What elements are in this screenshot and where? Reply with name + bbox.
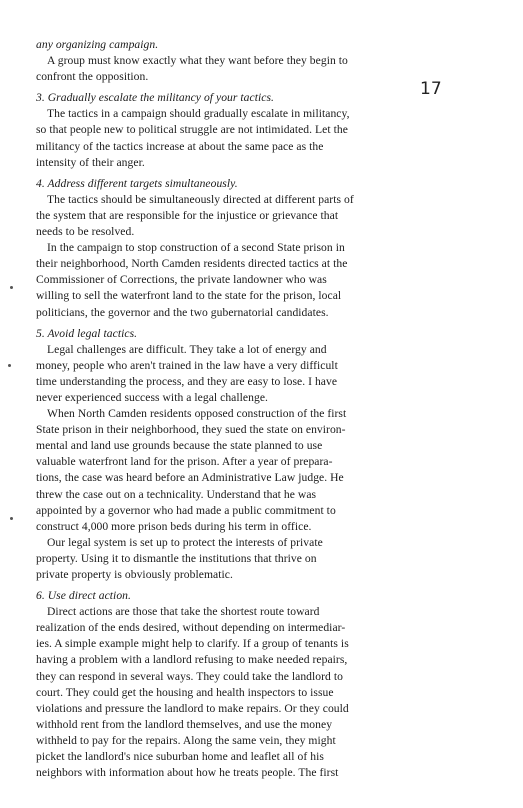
- text-line: Legal challenges are difficult. They take a lot of energy and: [47, 342, 327, 356]
- text-line: militancy of the tactics increase at about the same pace as the: [36, 139, 324, 153]
- text-line: confront the opposition.: [36, 70, 149, 84]
- text-line: court. They could get the housing and health inspectors to issue: [36, 685, 334, 699]
- text-line: the system that are responsible for the injustice or grievance that: [36, 208, 339, 222]
- text-line: State prison in their neighborhood, they sued the state on environ-: [36, 423, 346, 437]
- section-heading: 5. Avoid legal tactics.: [36, 326, 138, 340]
- handwritten-page-number: 17: [420, 79, 442, 99]
- text-line: The tactics in a campaign should gradually escalate in militancy,: [47, 107, 350, 121]
- text-line: Direct actions are those that take the shortest route toward: [47, 605, 320, 619]
- text-line: withhold rent from the landlord themselves, and use the money: [36, 717, 333, 731]
- text-line: never experienced success with a legal challenge.: [36, 390, 268, 404]
- text-line: private property is obviously problematic.: [36, 568, 233, 581]
- text-line: politicians, the governor and the two gubernatorial candidates.: [36, 305, 329, 319]
- text-line: The tactics should be simultaneously directed at different parts of: [47, 192, 354, 206]
- text-line: When North Camden residents opposed construction of the first: [47, 407, 347, 421]
- text-line: any organizing campaign.: [36, 38, 159, 51]
- document-page: [36, 37, 460, 781]
- text-line: A group must know exactly what they want before they begin to: [47, 54, 348, 68]
- text-line: appointed by a governor who had made a public commitment to: [36, 503, 336, 517]
- text-line: money, people who aren't trained in the law have a very difficult: [36, 358, 338, 372]
- text-line: withheld to pay for the repairs. Along the same vein, they might: [36, 733, 336, 747]
- text-line: picket the landlord's nice suburban home and leaflet all of his: [36, 750, 324, 764]
- text-line: valuable waterfront land for the prison. After a year of prepara-: [36, 455, 333, 469]
- section-heading: 3. Gradually escalate the militancy of your tactics.: [36, 91, 274, 105]
- text-line: intensity of their anger.: [36, 155, 145, 169]
- margin-mark: [8, 364, 11, 367]
- section-heading: 4. Address different targets simultaneously.: [36, 176, 238, 190]
- section-heading: 6. Use direct action.: [36, 589, 131, 603]
- text-line: violations and pressure the landlord to make repairs. Or they could: [36, 701, 349, 715]
- text-line: so that people new to political struggle are not intimidated. Let the: [36, 123, 348, 137]
- text-line: time understanding the process, and they are easy to lose. I have: [36, 374, 338, 388]
- text-line: neighbors with information about how he treats people. The first: [36, 766, 339, 780]
- text-line: willing to sell the waterfront land to the state for the prison, local: [36, 289, 342, 303]
- text-line: needs to be resolved.: [36, 225, 135, 239]
- margin-mark: [10, 286, 13, 289]
- text-line: threw the case out on a technicality. Understand that he was: [36, 487, 317, 501]
- text-line: Commissioner of Corrections, the private landowner who was: [36, 273, 327, 287]
- text-line: Our legal system is set up to protect the interests of private: [47, 535, 323, 549]
- text-line: having a problem with a landlord refusing to make needed repairs,: [36, 653, 348, 667]
- text-line: realization of the ends desired, without depending on intermediar-: [36, 621, 346, 635]
- text-line: In the campaign to stop construction of a second State prison in: [47, 241, 345, 255]
- text-line: construct 4,000 more prison beds during his term in office.: [36, 519, 312, 533]
- text-line: property. Using it to dismantle the institutions that thrive on: [36, 551, 317, 565]
- text-line: their neighborhood, North Camden residents directed tactics at the: [36, 257, 348, 271]
- text-line: tions, the case was heard before an Administrative Law judge. He: [36, 471, 344, 485]
- text-line: they can respond in several ways. They could take the landlord to: [36, 669, 343, 683]
- text-line: ies. A simple example might help to clarify. If a group of tenants is: [36, 637, 349, 651]
- margin-mark: [10, 517, 13, 520]
- text-line: mental and land use grounds because the state planned to use: [36, 439, 323, 453]
